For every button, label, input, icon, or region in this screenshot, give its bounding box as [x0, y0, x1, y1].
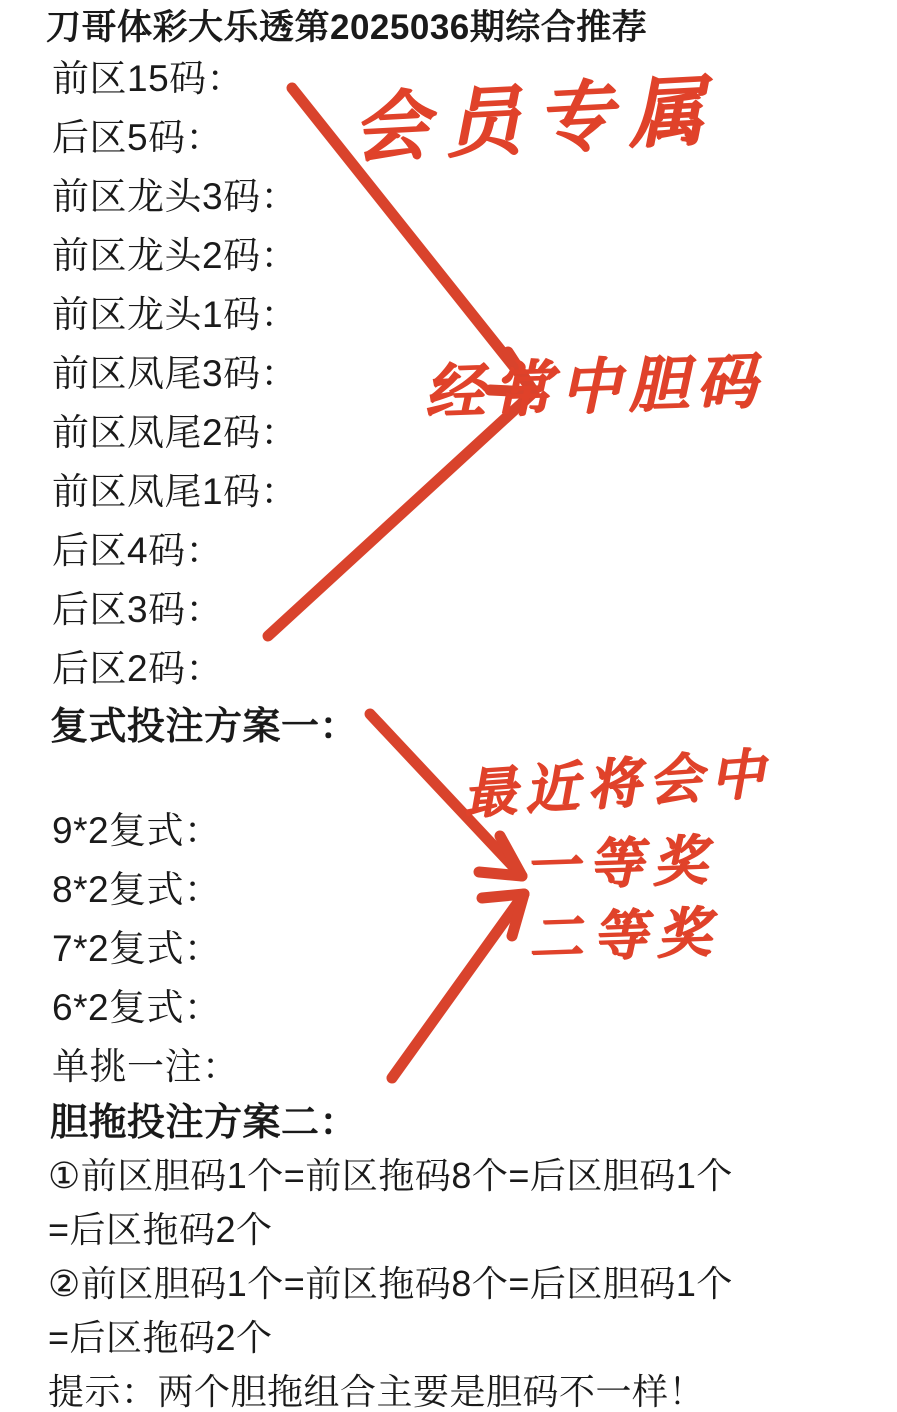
line-combo-1b: =后区拖码2个: [48, 1209, 273, 1250]
line-6x2: 6*2复式：: [52, 987, 222, 1028]
line-back-5: 后区5码：: [52, 117, 224, 158]
annotation-recently-will-hit: 最近将会中: [460, 740, 774, 826]
line-7x2: 7*2复式：: [52, 928, 222, 969]
line-8x2: 8*2复式：: [52, 869, 222, 910]
line-front-tail-2: 前区凤尾2码：: [52, 412, 299, 453]
arrow-stroke-plan-two: [392, 894, 524, 1078]
arrow-head-plan-one: [479, 836, 522, 876]
line-combo-2a: ②前区胆码1个=前区拖码8个=后区胆码1个: [48, 1263, 733, 1304]
line-tip: 提示：两个胆拖组合主要是胆码不一样！: [48, 1371, 706, 1412]
annotation-first-prize: 一等奖: [523, 827, 718, 898]
arrow-stroke-left: [268, 392, 534, 636]
section-heading-plan-two: 胆拖投注方案二：: [50, 1102, 359, 1144]
line-front-tail-3: 前区凤尾3码：: [52, 353, 299, 394]
document-title: 刀哥体彩大乐透第2025036期综合推荐: [46, 8, 648, 47]
annotation-often-hit: 经常中胆码: [422, 346, 766, 428]
line-back-4: 后区4码：: [52, 530, 224, 571]
line-combo-1a: ①前区胆码1个=前区拖码8个=后区胆码1个: [48, 1155, 733, 1196]
annotation-member-only: 会员专属: [349, 64, 723, 173]
annotation-second-prize: 二等奖: [527, 899, 722, 970]
line-front-15: 前区15码：: [52, 58, 245, 99]
line-back-2: 后区2码：: [52, 648, 224, 689]
line-combo-2b: =后区拖码2个: [48, 1317, 273, 1358]
section-heading-plan-one: 复式投注方案一：: [50, 706, 359, 748]
line-front-tail-1: 前区凤尾1码：: [52, 471, 299, 512]
arrow-head-plan-two: [482, 894, 524, 936]
line-single-bet: 单挑一注：: [52, 1046, 240, 1087]
line-front-head-3: 前区龙头3码：: [52, 176, 299, 217]
line-front-head-1: 前区龙头1码：: [52, 294, 299, 335]
line-front-head-2: 前区龙头2码：: [52, 235, 299, 276]
line-back-3: 后区3码：: [52, 589, 224, 630]
line-9x2: 9*2复式：: [52, 810, 222, 851]
